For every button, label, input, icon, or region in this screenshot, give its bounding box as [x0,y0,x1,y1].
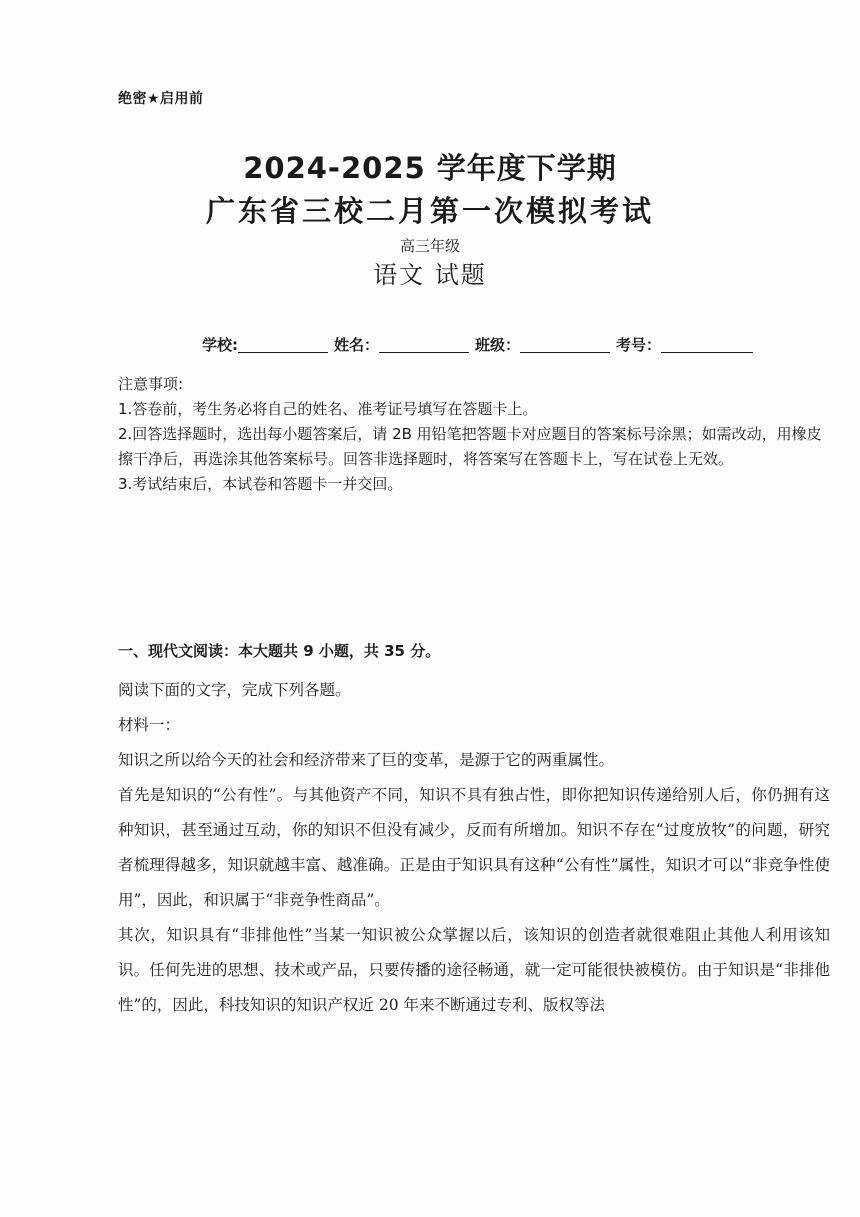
material-label: 材料一： [118,716,181,734]
exam-name-title: 广东省三校二月第一次模拟考试 [205,194,654,228]
section-heading: 一、现代文阅读：本大题共 9 小题，共 35 分。 [118,642,441,660]
class-blank-line[interactable] [520,352,610,353]
name-label: 姓名： [334,336,380,354]
notice-section [118,372,830,497]
reading-section [118,640,830,1023]
student-info-row [202,334,759,355]
notice-heading: 注意事项: [118,375,184,393]
subject-title: 语文 试题 [373,261,487,289]
grade-label: 高三年级 [399,237,460,255]
confidential-label: 绝密★启用前 [118,91,204,107]
notice-item: 2.回答选择题时，选出每小题答案后，请 2B 用铅笔把答题卡对应题目的答案标号涂黑；如需改动，用橡皮擦干净后，再选涂其他答案标号。回答非选择题时，将答案写在答题卡上，写在试卷上无效。 [118,425,822,468]
notice-item: 3.考试结束后，本试卷和答题卡一并交回。 [118,475,403,493]
exam-year-title: 2024-2025 学年度下学期 [243,151,617,185]
school-label: 学校: [202,336,238,354]
exam-number-label: 考号： [616,336,662,354]
title-block [0,148,860,292]
exam-number-field[interactable] [616,334,759,355]
notice-item: 1.答卷前，考生务必将自己的姓名、准考证号填写在答题卡上。 [118,400,538,418]
school-field[interactable] [202,334,334,355]
name-field[interactable] [334,334,475,355]
class-field[interactable] [475,334,616,355]
material-paragraph: 其次，知识具有“非排他性”当某一知识被公众掌握以后，该知识的创造者就很难阻止其他人利用该知识。任何先进的思想、技术或产品，只要传播的途径畅通，就一定可能很快被模仿。由于知识是“非排他性”的，因此，科技知识的知识产权近 20 年来不断通过专利、版权等法 [118,926,830,1014]
name-blank-line[interactable] [379,352,469,353]
material-paragraph: 首先是知识的“公有性”。与其他资产不同，知识不具有独占性，即你把知识传递给别人后，你仍拥有这种知识，甚至通过互动，你的知识不但没有减少，反而有所增加。知识不存在“过度放牧”的问题，研究者梳理得越多，知识就越丰富、越准确。正是由于知识具有这种“公有性”属性，知识才可以“非竞争性使用”，因此，和识属于“非竞争性商品”。 [118,786,830,909]
exam-number-blank-line[interactable] [661,352,753,353]
material-paragraph: 知识之所以给今天的社会和经济带来了巨的变革，是源于它的两重属性。 [118,751,615,769]
section-instruction: 阅读下面的文字，完成下列各题。 [118,681,351,699]
school-blank-line[interactable] [238,352,328,353]
class-label: 班级： [475,336,521,354]
